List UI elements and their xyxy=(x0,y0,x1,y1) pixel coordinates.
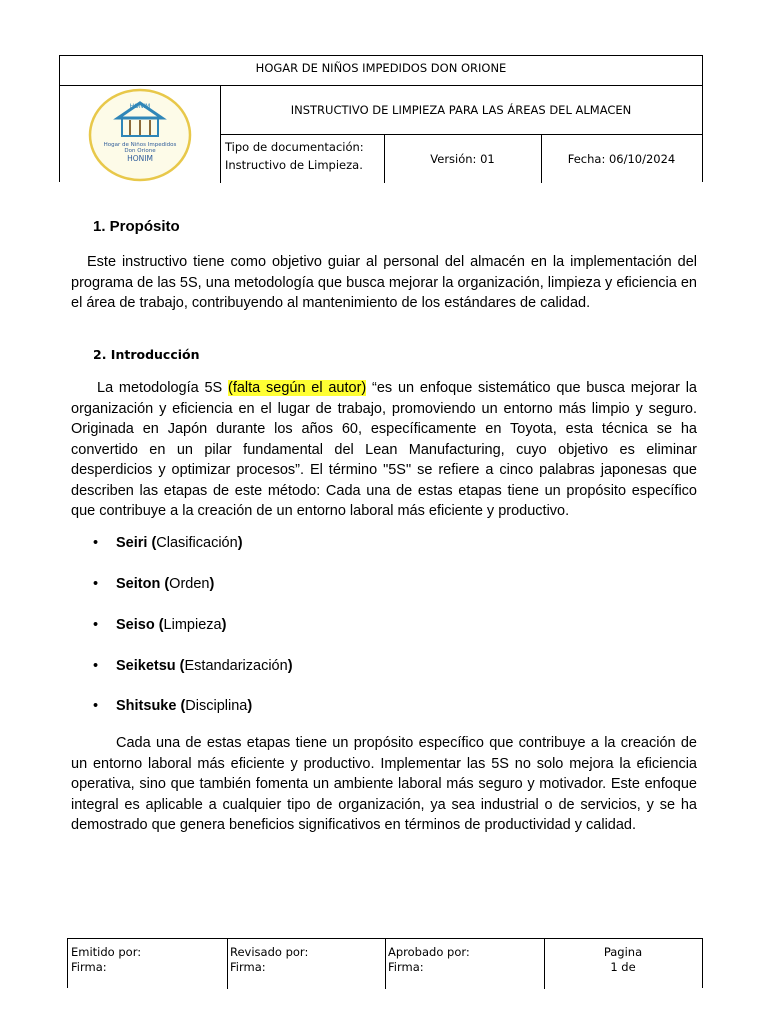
list-item: • Seiri (Clasificación) xyxy=(93,535,243,551)
section-heading-introduccion: 2. Introducción xyxy=(93,347,200,362)
footer-emitido: Emitido por: Firma: xyxy=(71,945,142,974)
section-heading-proposito: 1. Propósito xyxy=(93,218,180,235)
document-footer-table xyxy=(67,938,703,988)
list-item: • Seiso (Limpieza) xyxy=(93,617,227,633)
footer-pagina: Pagina 1 de xyxy=(603,945,643,974)
section-closing-paragraph: Cada una de estas etapas tiene un propósito específico que contribuye a la creación de un entorno laboral más eficiente y productivo. Implementar las 5S no solo mejora la eficiencia operativa, sino que también fomenta un ambiente laboral más seguro y motivador. Este enfoque integral es aplicable a cualquier tipo de organización, ya sea industrial o de servicios, y se ha demostrado que genera beneficios significativos en términos de productividad y calidad. xyxy=(71,735,697,833)
document-version: Versión: 01 xyxy=(430,151,495,166)
list-item: • Seiton (Orden) xyxy=(93,576,215,592)
section-introduccion-paragraph: La metodología 5S (falta según el autor) “es un enfoque sistemático que busca mejorar la organización y eficiencia en el lugar de trabajo, promoviendo un entorno más limpio y seguro. Originada en Japón durante los años 60, específicamente en Toyota, esta técnica se ha convertido en un pilar fundamental del Lean Manufacturing, cuyo objetivo es eliminar desperdicios y optimizar procesos”. El término "5S" se refiere a cinco palabras japonesas que describen las etapas de este método: Cada una de estas etapas tiene un propósito específico que contribuye a la creación de un entorno laboral más eficiente y productivo. xyxy=(71,380,697,519)
document-type: Tipo de documentación: Instructivo de Limpieza. xyxy=(225,140,364,172)
organization-logo xyxy=(60,86,220,183)
document-title: INSTRUCTIVO DE LIMPIEZA PARA LAS ÁREAS DEL ALMACEN xyxy=(290,102,632,117)
section-proposito-paragraph: Este instructivo tiene como objetivo guiar al personal del almacén en la implementación del programa de las 5S, una metodología que busca mejorar la organización, limpieza y eficiencia en el área de trabajo, contribuyendo al mantenimiento de los estándares de calidad. xyxy=(71,254,697,311)
logo-line1: Hogar de Niños Impedidos xyxy=(103,142,177,148)
document-date: Fecha: 06/10/2024 xyxy=(567,151,676,166)
logo-top-text: HONIM xyxy=(129,103,151,110)
house-logo-icon xyxy=(88,88,192,182)
document-header-table xyxy=(59,55,703,182)
footer-aprobado: Aprobado por: Firma: xyxy=(388,945,470,974)
list-item: • Shitsuke (Disciplina) xyxy=(93,698,253,714)
logo-bottom-text: HONIM xyxy=(127,154,153,163)
list-item: • Seiketsu (Estandarización) xyxy=(93,658,293,674)
footer-revisado: Revisado por: Firma: xyxy=(230,945,309,974)
highlighted-citation-note: (falta según el autor) xyxy=(228,380,367,396)
logo-line2: Don Orione xyxy=(124,148,156,154)
org-title: HOGAR DE NIÑOS IMPEDIDOS DON ORIONE xyxy=(255,61,507,75)
